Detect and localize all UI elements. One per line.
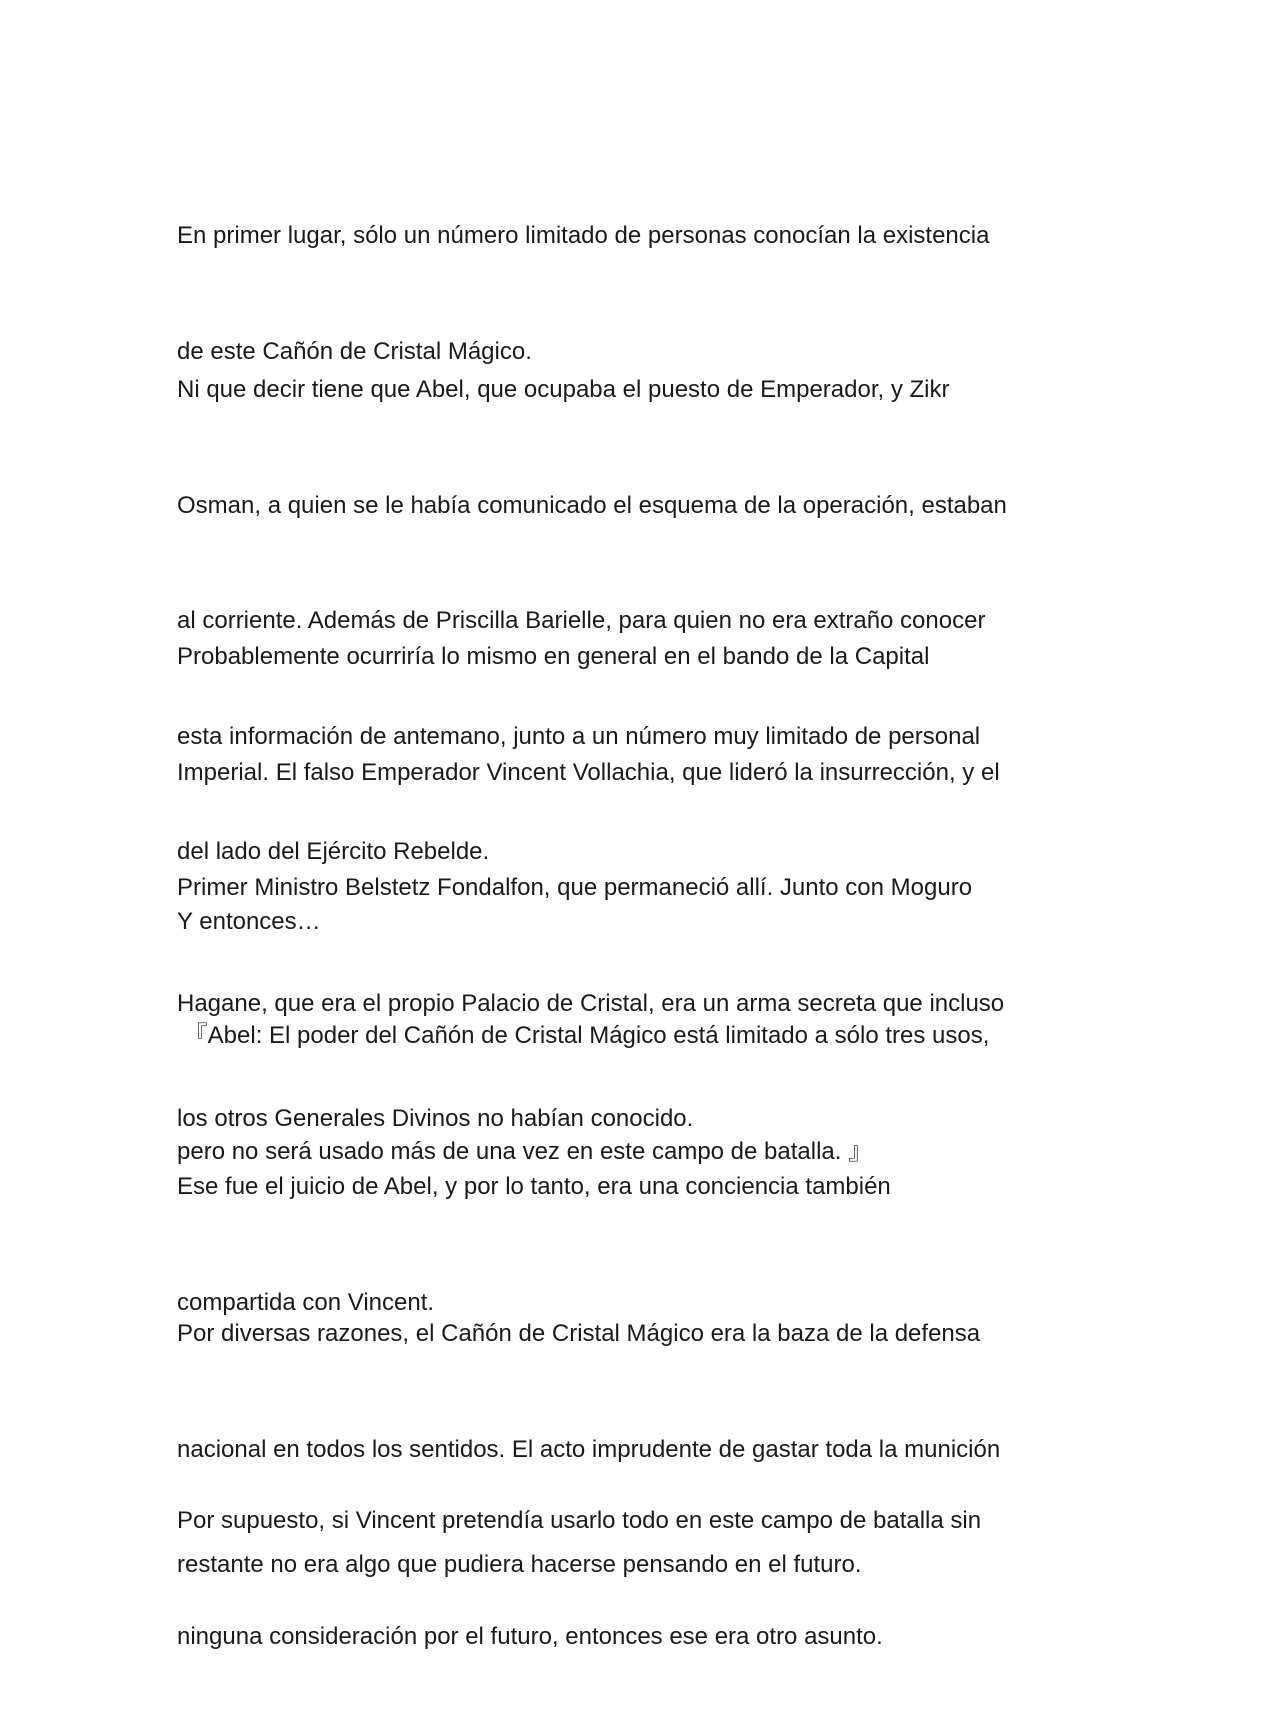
text-line: pero no será usado más de una vez en este campo de batalla. 』 <box>177 1137 873 1165</box>
paragraph-8 <box>177 1425 981 1733</box>
text-line: los otros Generales Divinos no habían conocido. <box>177 1105 694 1132</box>
text-line: compartida con Vincent. <box>177 1288 435 1316</box>
text-line: Ese fue el juicio de Abel, y por lo tanto, era una conciencia también <box>177 1173 891 1200</box>
text-line: nacional en todos los sentidos. El acto imprudente de gastar toda la munición <box>177 1435 1001 1463</box>
text-line: Y entonces… <box>177 908 321 935</box>
text-line: del lado del Ejército Rebelde. <box>177 838 490 865</box>
text-line: Primer Ministro Belstetz Fondalfon, que permaneció allí. Junto con Moguro <box>177 874 973 901</box>
text-line: Hagane, que era el propio Palacio de Cristal, era un arma secreta que incluso <box>177 989 1005 1017</box>
text-line: esta información de antemano, junto a un número muy limitado de personal <box>177 722 981 750</box>
text-line: Probablemente ocurriría lo mismo en general en el bando de la Capital <box>177 643 930 670</box>
text-line: Por supuesto, si Vincent pretendía usarlo todo en este campo de batalla sin <box>177 1507 982 1534</box>
text-line: de este Cañón de Cristal Mágico. <box>177 337 532 365</box>
text-line: 『Abel: El poder del Cañón de Cristal Mágico está limitado a sólo tres usos, <box>177 1022 990 1049</box>
text-line: ninguna consideración por el futuro, entonces ese era otro asunto. <box>177 1622 883 1650</box>
text-line: En primer lugar, sólo un número limitado de personas conocían la existencia <box>177 222 990 249</box>
text-line: Osman, a quien se le había comunicado el esquema de la operación, estaban <box>177 491 1007 519</box>
text-line: restante no era algo que pudiera hacerse pensando en el futuro. <box>177 1551 862 1578</box>
text-line: Imperial. El falso Emperador Vincent Vollachia, que lideró la insurrección, y el <box>177 758 1000 786</box>
text-line: Por diversas razones, el Cañón de Cristal Mágico era la baza de la defensa <box>177 1320 981 1347</box>
text-line: Ni que decir tiene que Abel, que ocupaba el puesto de Emperador, y Zikr <box>177 376 950 403</box>
text-line: al corriente. Además de Priscilla Barielle, para quien no era extraño conocer <box>177 607 986 634</box>
